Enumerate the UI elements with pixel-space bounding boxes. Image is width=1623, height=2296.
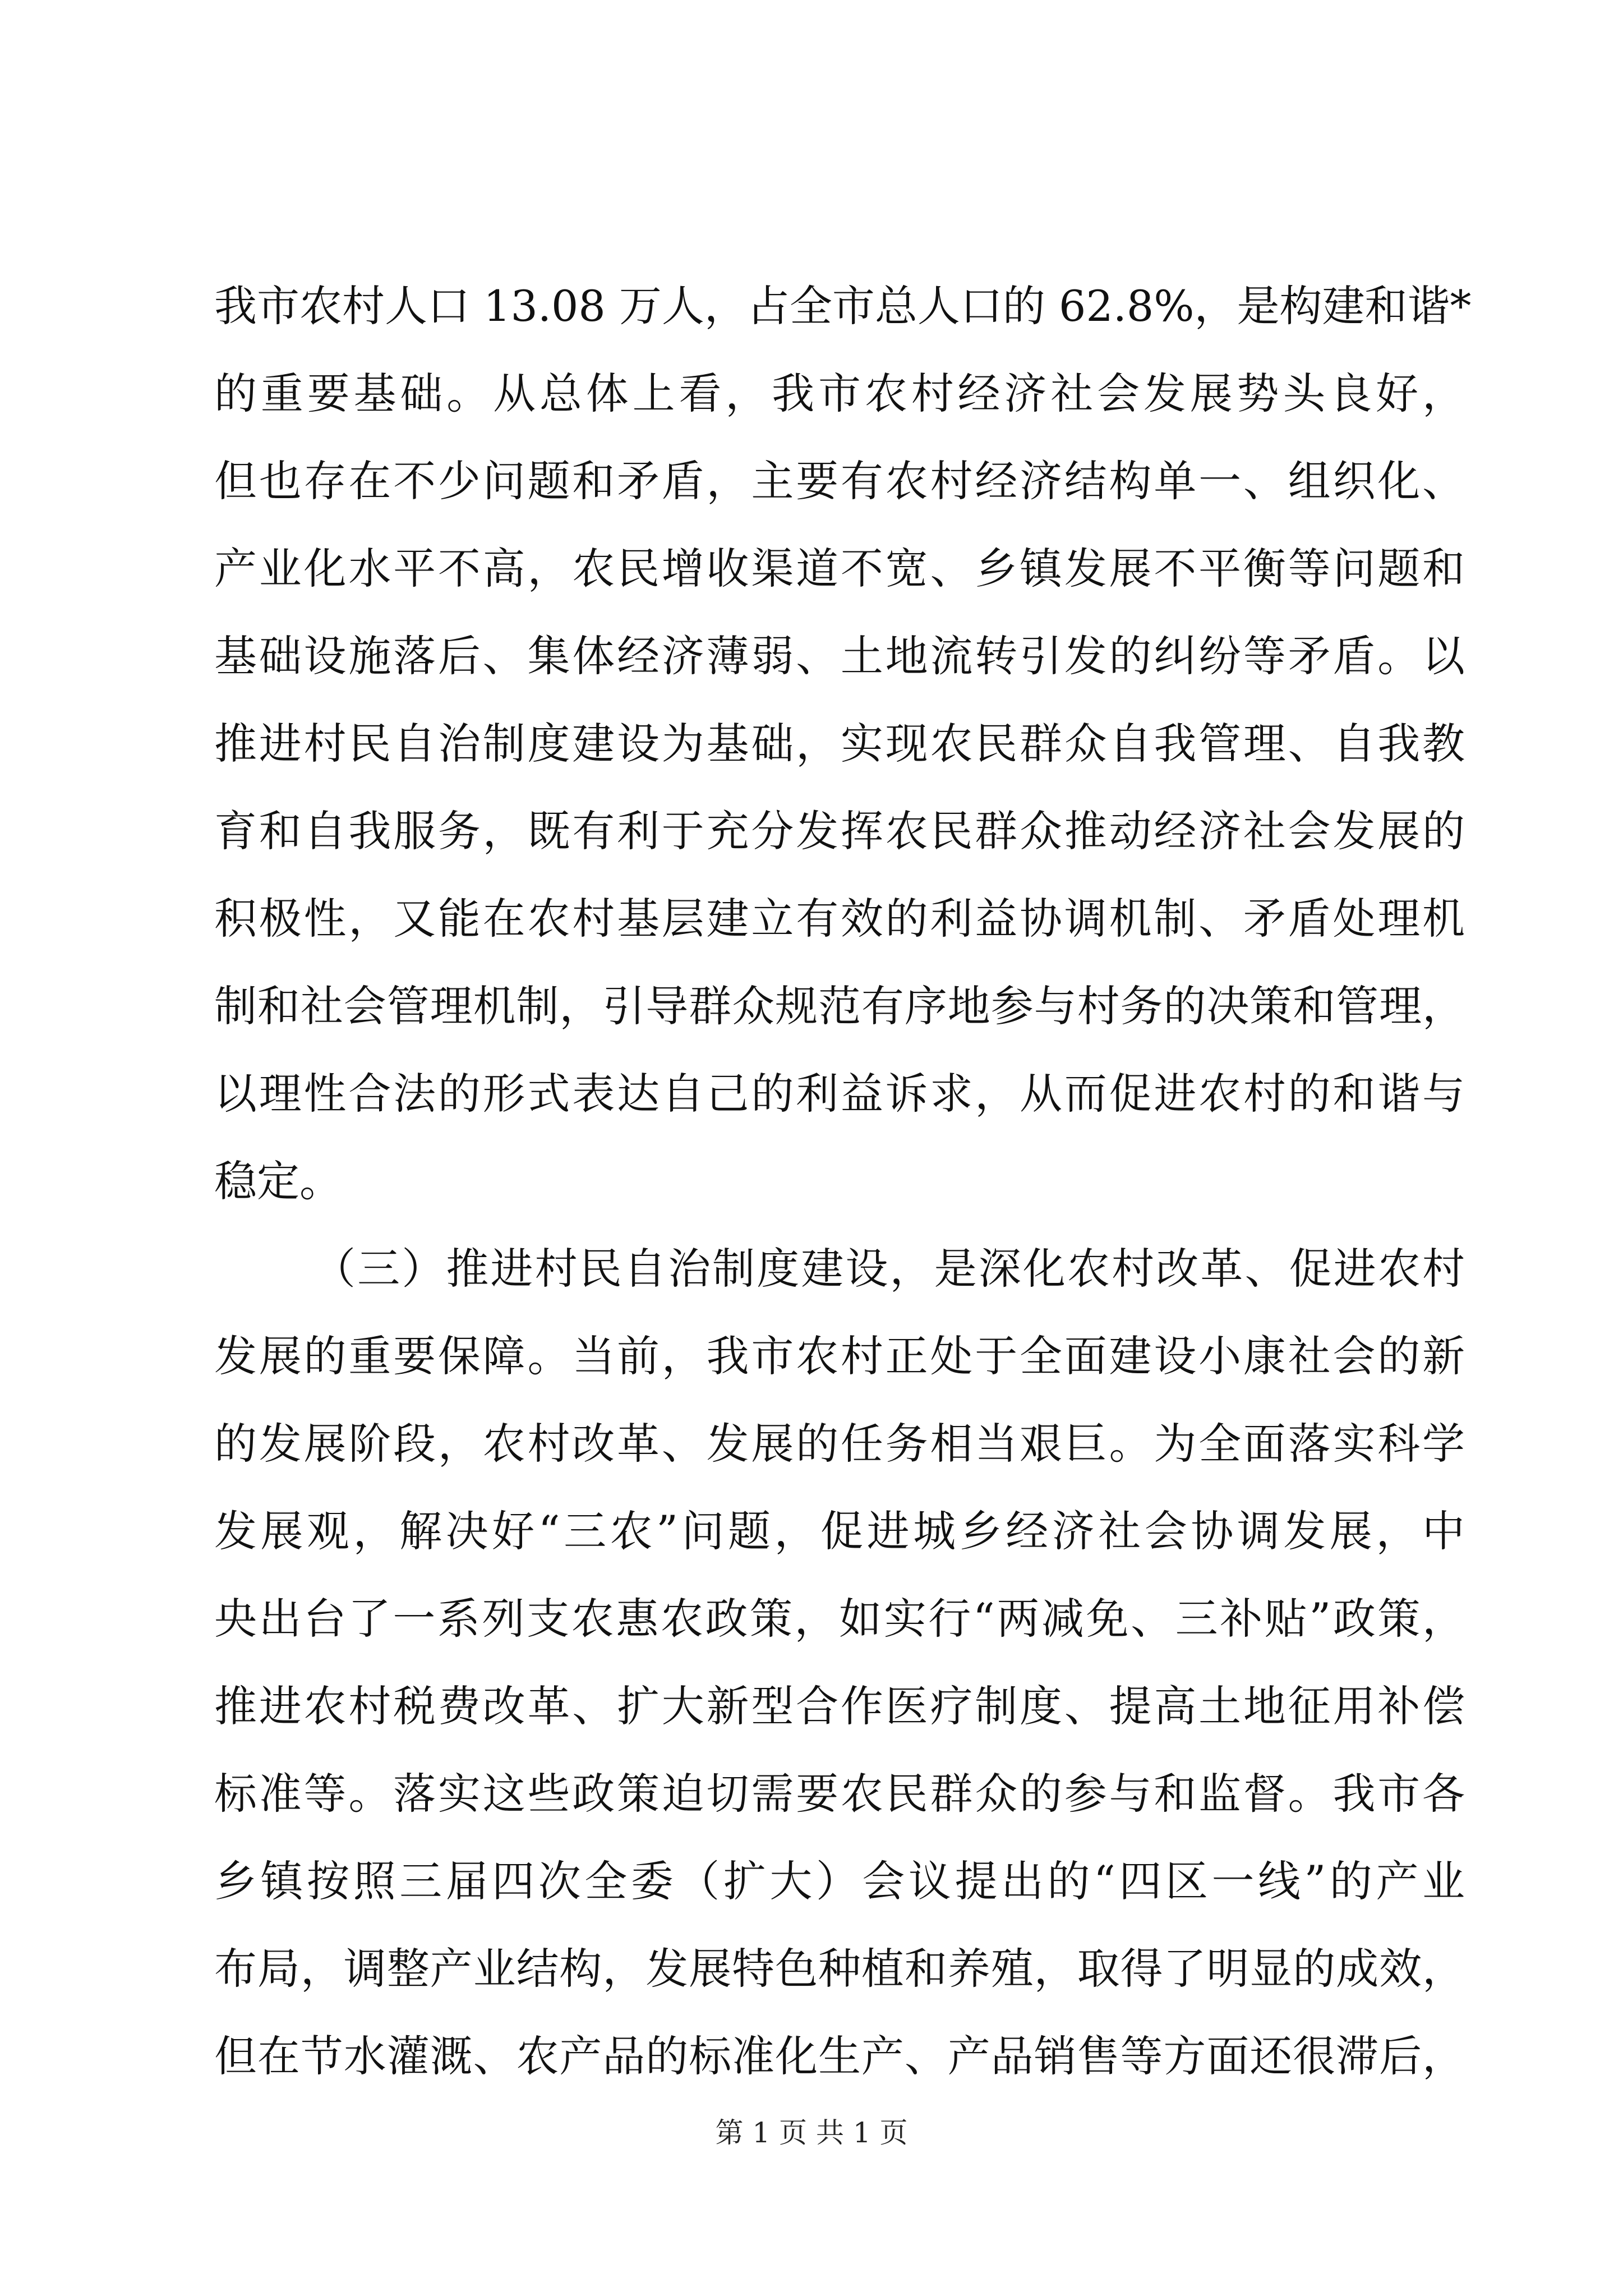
text-line: 基础设施落后、集体经济薄弱、土地流转引发的纠纷等矛盾。以 (214, 631, 1465, 681)
text-line: 以理性合法的形式表达自己的利益诉求，从而促进农村的和谐与 (214, 1069, 1465, 1119)
text-line: 育和自我服务，既有利于充分发挥农民群众推动经济社会发展的 (214, 806, 1465, 856)
text-line: 标准等。落实这些政策迫切需要农民群众的参与和监督。我市各 (214, 1769, 1465, 1819)
text-line: 的重要基础。从总体上看，我市农村经济社会发展势头良好， (214, 369, 1465, 418)
text-line: 布局，调整产业结构，发展特色种植和养殖，取得了明显的成效， (214, 1944, 1465, 1994)
text-line: 的发展阶段，农村改革、发展的任务相当艰巨。为全面落实科学 (214, 1419, 1465, 1469)
text-line: 积极性，又能在农村基层建立有效的利益协调机制、矛盾处理机 (214, 894, 1465, 944)
page-number-label: 第 1 页 共 1 页 (715, 2116, 908, 2149)
text-line: 乡镇按照三届四次全委（扩大）会议提出的“四区一线”的产业 (214, 1856, 1465, 1906)
text-line: 发展的重要保障。当前，我市农村正处于全面建设小康社会的新 (214, 1331, 1465, 1381)
paragraph-1 (214, 263, 1472, 1225)
text-line: 我市农村人口 13.08 万人，占全市总人口的 62.8%，是构建和谐* (214, 281, 1472, 331)
paragraph-2 (214, 1225, 1465, 2100)
page-footer (0, 2116, 1623, 2150)
text-line: 但在节水灌溉、农产品的标准化生产、产品销售等方面还很滞后， (214, 2031, 1465, 2081)
text-line: 央出台了一系列支农惠农政策，如实行“两减免、三补贴”政策， (214, 1594, 1465, 1644)
text-line: 推进村民自治制度建设为基础，实现农民群众自我管理、自我教 (214, 719, 1465, 769)
text-line: 发展观，解决好“三农”问题，促进城乡经济社会协调发展，中 (214, 1506, 1465, 1556)
text-line: 产业化水平不高，农民增收渠道不宽、乡镇发展不平衡等问题和 (214, 544, 1465, 593)
text-line: 但也存在不少问题和矛盾，主要有农村经济结构单一、组织化、 (214, 456, 1465, 506)
text-line: （三）推进村民自治制度建设，是深化农村改革、促进农村 (313, 1244, 1465, 1294)
text-line: 稳定。 (214, 1156, 342, 1206)
text-line: 制和社会管理机制，引导群众规范有序地参与村务的决策和管理， (214, 981, 1465, 1031)
text-line: 推进农村税费改革、扩大新型合作医疗制度、提高土地征用补偿 (214, 1681, 1465, 1731)
document-body (214, 263, 1472, 2100)
